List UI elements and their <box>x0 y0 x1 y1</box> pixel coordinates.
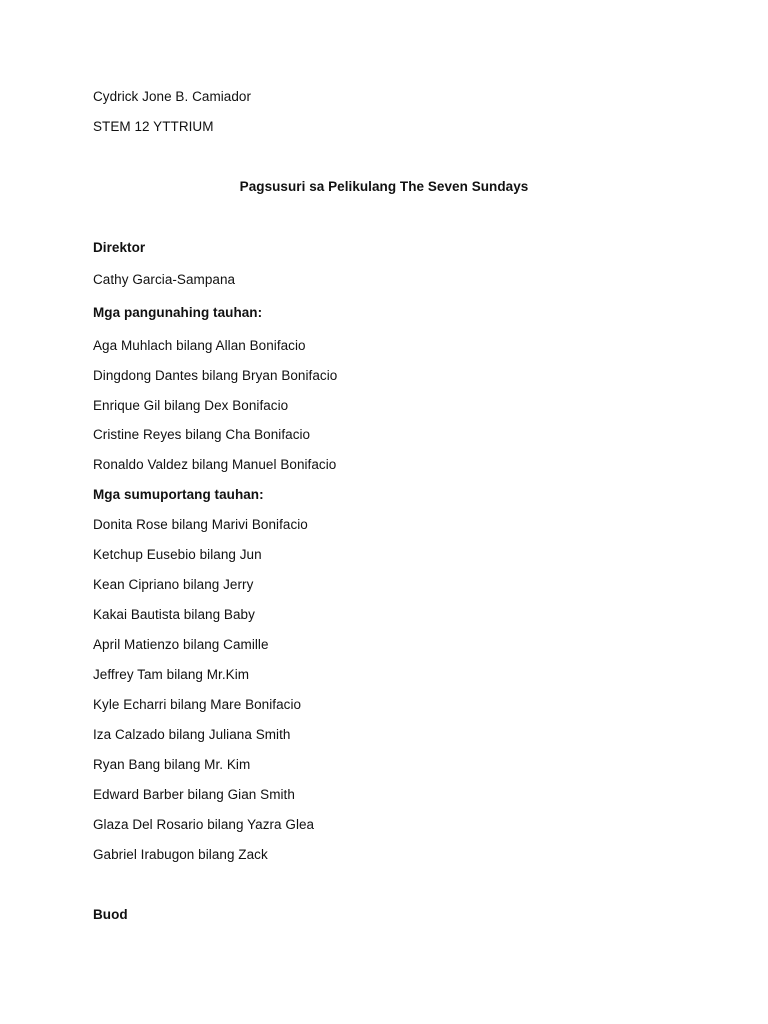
main-cast-item: Enrique Gil bilang Dex Bonifacio <box>93 398 289 413</box>
supporting-cast-item: Glaza Del Rosario bilang Yazra Glea <box>93 817 315 832</box>
supporting-cast-item: Gabriel Irabugon bilang Zack <box>93 847 268 862</box>
class-section: STEM 12 YTTRIUM <box>93 119 214 134</box>
supporting-cast-item: Kyle Echarri bilang Mare Bonifacio <box>93 697 302 712</box>
supporting-cast-item: Jeffrey Tam bilang Mr.Kim <box>93 667 250 682</box>
supporting-cast-item: Kean Cipriano bilang Jerry <box>93 577 254 592</box>
author-name: Cydrick Jone B. Camiador <box>93 89 252 104</box>
main-cast-item: Dingdong Dantes bilang Bryan Bonifacio <box>93 368 338 383</box>
main-cast-item: Cristine Reyes bilang Cha Bonifacio <box>93 427 311 442</box>
supporting-cast-item: Donita Rose bilang Marivi Bonifacio <box>93 517 308 532</box>
main-cast-heading: Mga pangunahing tauhan: <box>93 305 263 320</box>
summary-heading: Buod <box>93 907 128 922</box>
supporting-cast-item: Ketchup Eusebio bilang Jun <box>93 547 262 562</box>
director-heading: Direktor <box>93 240 146 255</box>
document-title: Pagsusuri sa Pelikulang The Seven Sundays <box>239 179 529 194</box>
supporting-cast-item: Iza Calzado bilang Juliana Smith <box>93 727 291 742</box>
supporting-cast-item: Edward Barber bilang Gian Smith <box>93 787 295 802</box>
supporting-cast-item: Kakai Bautista bilang Baby <box>93 607 255 622</box>
supporting-cast-item: April Matienzo bilang Camille <box>93 637 269 652</box>
main-cast-item: Ronaldo Valdez bilang Manuel Bonifacio <box>93 457 337 472</box>
main-cast-item: Aga Muhlach bilang Allan Bonifacio <box>93 338 306 353</box>
director-name: Cathy Garcia-Sampana <box>93 272 236 287</box>
supporting-cast-heading: Mga sumuportang tauhan: <box>93 487 264 502</box>
supporting-cast-item: Ryan Bang bilang Mr. Kim <box>93 757 251 772</box>
